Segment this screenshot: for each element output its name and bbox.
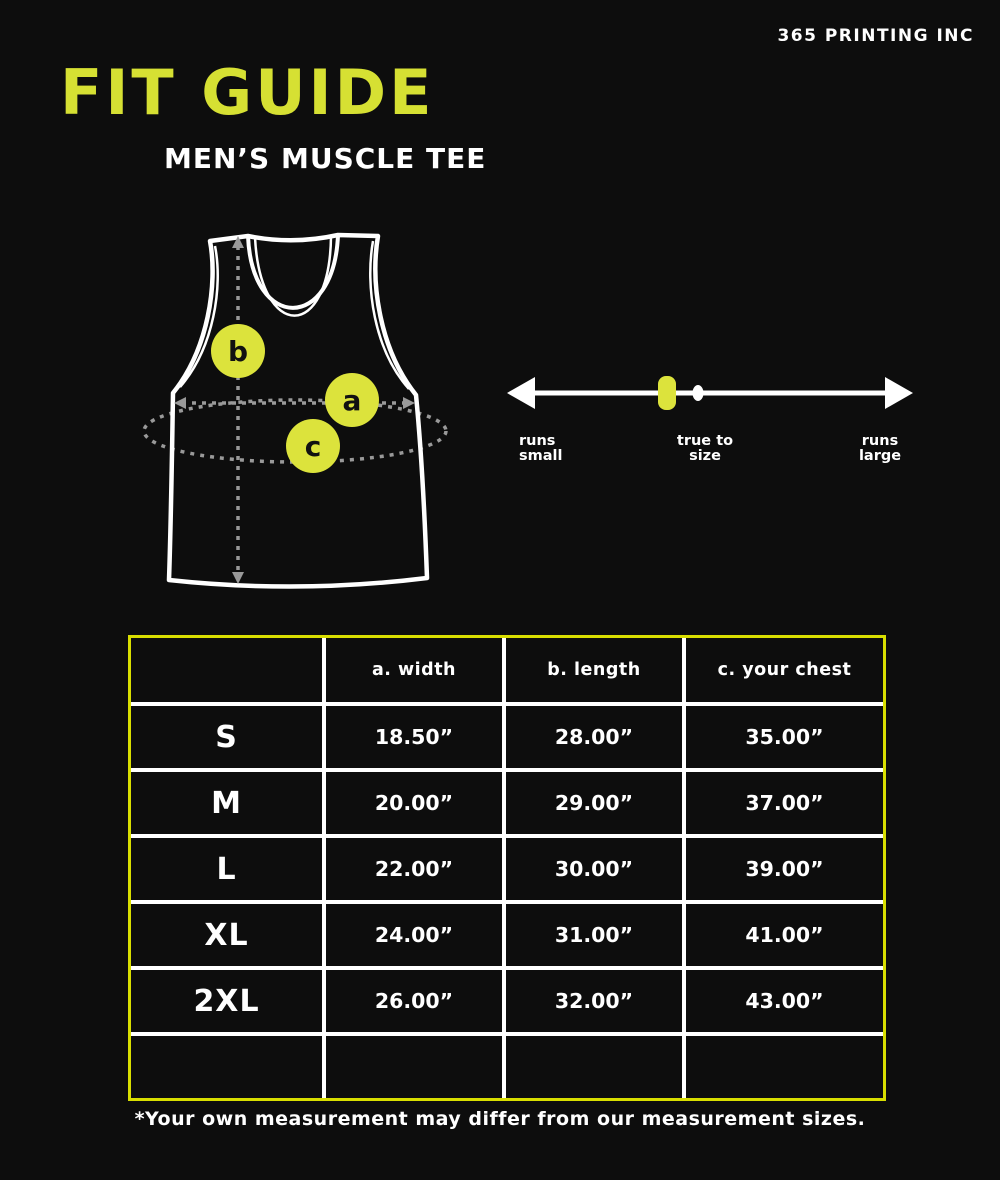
size-cell: L [131, 838, 326, 904]
length-cell: 32.00” [506, 970, 686, 1036]
size-cell: XL [131, 904, 326, 970]
collar-outer-line [248, 235, 338, 308]
size-cell: M [131, 772, 326, 838]
true-to-size-label: true to size [676, 433, 734, 464]
scale-center-dot [693, 385, 704, 401]
chest-cell: 39.00” [686, 838, 883, 904]
width-arrowhead-left [174, 397, 186, 409]
fit-scale-arrow [505, 358, 915, 428]
width-cell: 26.00” [326, 970, 506, 1036]
collar-inner-line [255, 236, 331, 316]
page-title: FIT GUIDE [60, 56, 435, 129]
runs-large-label: runs large [858, 433, 902, 464]
chest-cell: 41.00” [686, 904, 883, 970]
size-cell: 2XL [131, 970, 326, 1036]
marker-c-label: c [304, 430, 322, 463]
length-cell: 31.00” [506, 904, 686, 970]
empty-length-cell [506, 1036, 686, 1098]
marker-b-label: b [227, 335, 249, 368]
chest-cell: 37.00” [686, 772, 883, 838]
fit-marker [658, 376, 676, 410]
empty-size-cell [131, 1036, 326, 1098]
length-cell: 28.00” [506, 706, 686, 772]
muscle-tee-svg [130, 222, 470, 600]
length-cell: 29.00” [506, 772, 686, 838]
scale-arrowhead-right [885, 377, 913, 409]
size-table [128, 635, 886, 1101]
width-arrowhead-right [403, 397, 415, 409]
page-subtitle: MEN’S MUSCLE TEE [164, 142, 487, 175]
scale-arrowhead-left [507, 377, 535, 409]
length-cell: 30.00” [506, 838, 686, 904]
length-arrowhead-bottom [232, 572, 244, 584]
header-cell-chest: c. your chest [686, 638, 883, 706]
fit-scale-labels [505, 434, 915, 474]
width-cell: 24.00” [326, 904, 506, 970]
header-cell-width: a. width [326, 638, 506, 706]
chest-cell: 35.00” [686, 706, 883, 772]
marker-a-label: a [342, 384, 362, 417]
empty-width-cell [326, 1036, 506, 1098]
header-cell-blank [131, 638, 326, 706]
width-cell: 18.50” [326, 706, 506, 772]
muscle-tee-diagram [130, 222, 470, 600]
tee-outline [169, 235, 427, 587]
header-cell-length: b. length [506, 638, 686, 706]
fit-scale [505, 358, 915, 478]
width-cell: 20.00” [326, 772, 506, 838]
chest-cell: 43.00” [686, 970, 883, 1036]
brand-name: 365 PRINTING INC [777, 26, 974, 46]
footnote: *Your own measurement may differ from our measurement sizes. [134, 1108, 866, 1130]
size-cell: S [131, 706, 326, 772]
empty-chest-cell [686, 1036, 883, 1098]
width-cell: 22.00” [326, 838, 506, 904]
runs-small-label: runs small [519, 433, 563, 464]
